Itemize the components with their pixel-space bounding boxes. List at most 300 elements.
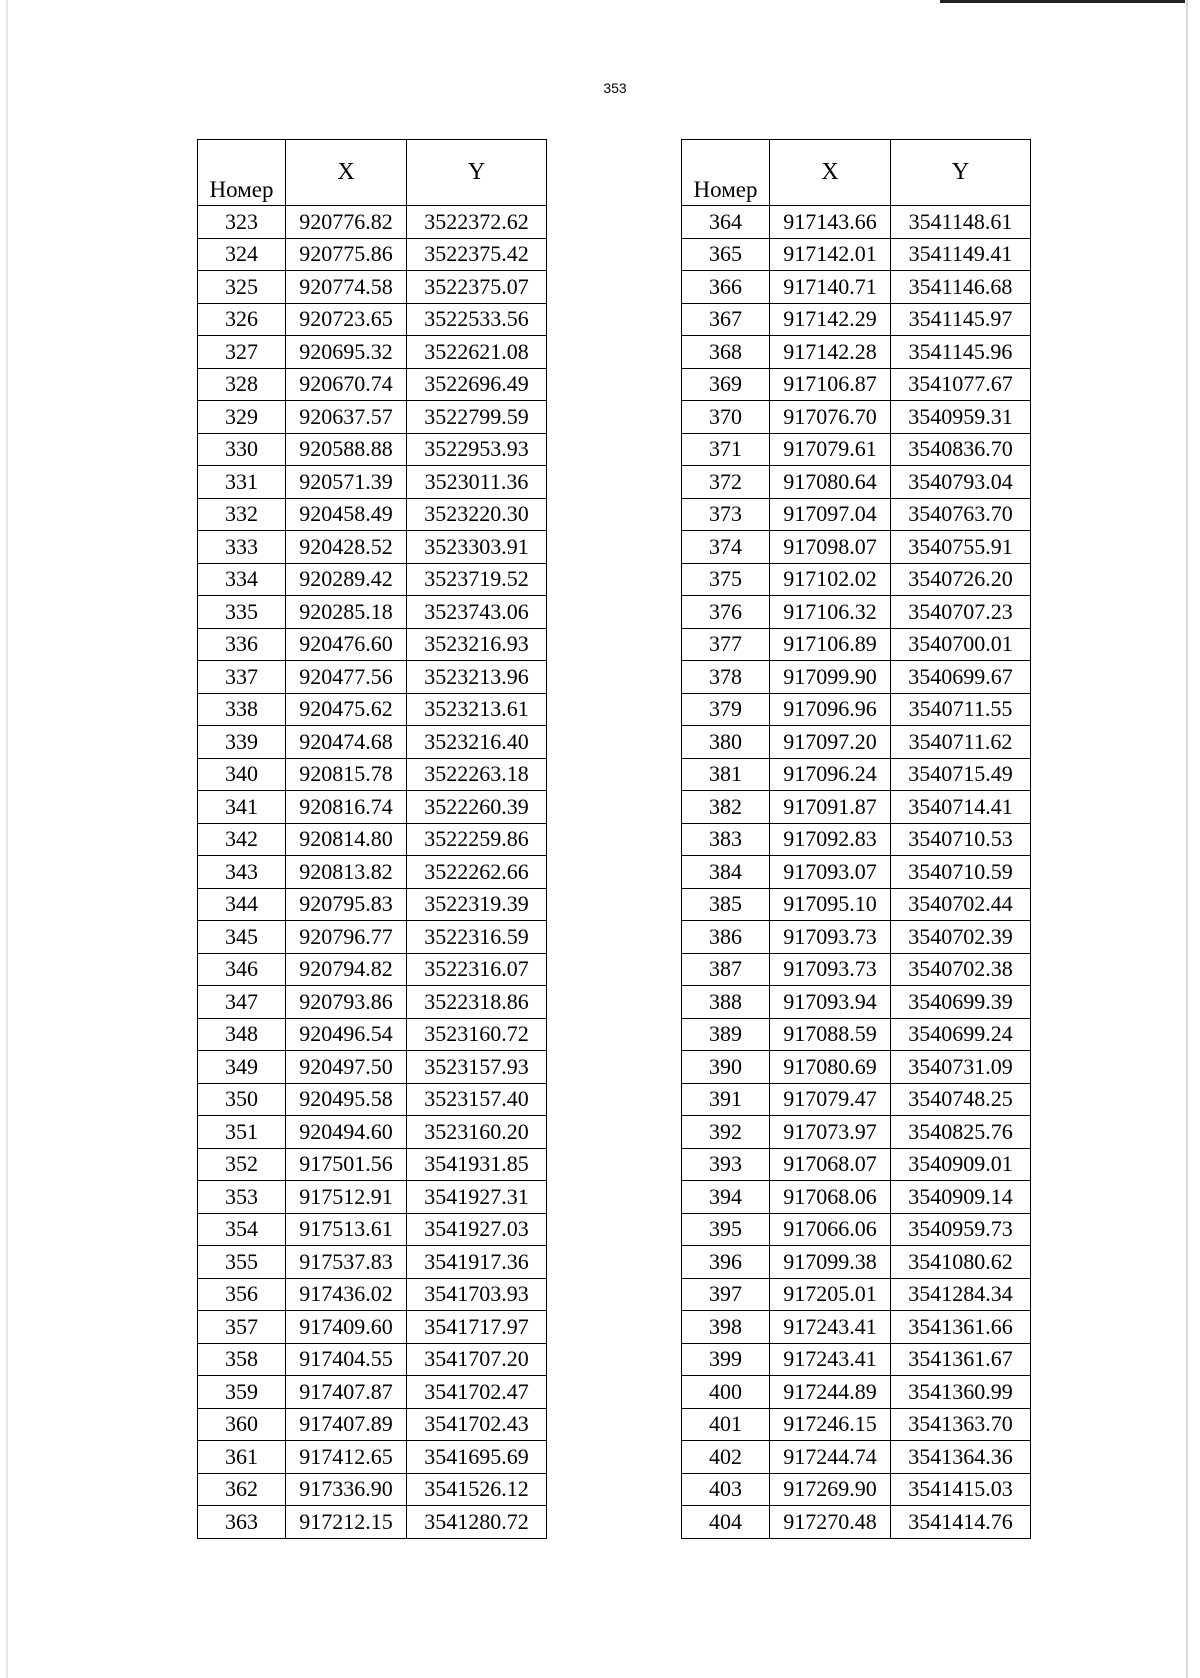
cell-number: 326 [198,303,286,336]
cell-number: 352 [198,1148,286,1181]
cell-y: 3523160.20 [407,1116,547,1149]
cell-y: 3523157.40 [407,1083,547,1116]
table-row [198,1506,547,1539]
cell-y: 3523160.72 [407,1018,547,1051]
cell-y: 3540710.53 [891,823,1031,856]
cell-number: 381 [682,758,770,791]
table-row [682,921,1031,954]
cell-y: 3540707.23 [891,596,1031,629]
cell-number: 363 [198,1506,286,1539]
table-row [198,466,547,499]
cell-number: 397 [682,1278,770,1311]
cell-y: 3541080.62 [891,1246,1031,1279]
table-row [682,1213,1031,1246]
cell-x: 920494.60 [286,1116,407,1149]
table-row [198,271,547,304]
cell-y: 3541146.68 [891,271,1031,304]
cell-y: 3522799.59 [407,401,547,434]
cell-y: 3541415.03 [891,1473,1031,1506]
cell-y: 3541361.67 [891,1343,1031,1376]
cell-x: 917092.83 [770,823,891,856]
table-row [682,303,1031,336]
cell-x: 920776.82 [286,206,407,239]
cell-x: 920637.57 [286,401,407,434]
cell-x: 917269.90 [770,1473,891,1506]
table-header-row [682,140,1031,206]
cell-y: 3541149.41 [891,238,1031,271]
table-row [682,531,1031,564]
cell-y: 3541148.61 [891,206,1031,239]
table-row [682,1083,1031,1116]
table-row [198,433,547,466]
cell-x: 917143.66 [770,206,891,239]
cell-y: 3540755.91 [891,531,1031,564]
cell-x: 917073.97 [770,1116,891,1149]
table-row [682,1278,1031,1311]
cell-x: 917140.71 [770,271,891,304]
table-row [198,1473,547,1506]
cell-number: 377 [682,628,770,661]
cell-number: 386 [682,921,770,954]
cell-number: 332 [198,498,286,531]
cell-y: 3540793.04 [891,466,1031,499]
cell-y: 3522262.66 [407,856,547,889]
table-row [198,1278,547,1311]
cell-y: 3540959.73 [891,1213,1031,1246]
cell-x: 920796.77 [286,921,407,954]
cell-number: 390 [682,1051,770,1084]
cell-y: 3541703.93 [407,1278,547,1311]
cell-number: 401 [682,1408,770,1441]
cell-x: 917501.56 [286,1148,407,1181]
table-row [198,1311,547,1344]
cell-x: 917513.61 [286,1213,407,1246]
table-row [682,206,1031,239]
table-row [682,563,1031,596]
cell-y: 3541917.36 [407,1246,547,1279]
cell-y: 3541145.96 [891,336,1031,369]
cell-number: 374 [682,531,770,564]
cell-x: 920289.42 [286,563,407,596]
cell-number: 354 [198,1213,286,1246]
table-row [198,888,547,921]
cell-x: 920814.80 [286,823,407,856]
table-row [682,466,1031,499]
cell-x: 917098.07 [770,531,891,564]
cell-y: 3541280.72 [407,1506,547,1539]
cell-y: 3540909.14 [891,1181,1031,1214]
table-row [682,823,1031,856]
table-row [682,986,1031,1019]
table-row [198,856,547,889]
cell-number: 347 [198,986,286,1019]
cell-x: 920695.32 [286,336,407,369]
cell-y: 3522375.07 [407,271,547,304]
cell-number: 372 [682,466,770,499]
cell-number: 362 [198,1473,286,1506]
cell-number: 365 [682,238,770,271]
table-row [682,368,1031,401]
cell-number: 325 [198,271,286,304]
cell-x: 920794.82 [286,953,407,986]
cell-number: 396 [682,1246,770,1279]
cell-y: 3522953.93 [407,433,547,466]
table-row [682,888,1031,921]
cell-number: 379 [682,693,770,726]
cell-x: 917205.01 [770,1278,891,1311]
table-row [682,336,1031,369]
cell-y: 3523216.93 [407,628,547,661]
table-row [682,693,1031,726]
table-row [198,1083,547,1116]
table-row [682,1376,1031,1409]
table-row [198,791,547,824]
table-row [682,1246,1031,1279]
cell-y: 3540699.39 [891,986,1031,1019]
cell-y: 3523216.40 [407,726,547,759]
cell-y: 3541695.69 [407,1441,547,1474]
cell-x: 917106.32 [770,596,891,629]
table-row [198,758,547,791]
cell-number: 338 [198,693,286,726]
cell-y: 3523213.96 [407,661,547,694]
cell-y: 3540748.25 [891,1083,1031,1116]
table-row [682,433,1031,466]
cell-number: 392 [682,1116,770,1149]
cell-y: 3540726.20 [891,563,1031,596]
cell-x: 917096.24 [770,758,891,791]
cell-number: 364 [682,206,770,239]
table-row [198,628,547,661]
cell-x: 917068.07 [770,1148,891,1181]
cell-x: 917407.89 [286,1408,407,1441]
cell-number: 330 [198,433,286,466]
cell-y: 3541077.67 [891,368,1031,401]
cell-number: 339 [198,726,286,759]
table-row [682,1051,1031,1084]
cell-y: 3541414.76 [891,1506,1031,1539]
cell-x: 920497.50 [286,1051,407,1084]
cell-number: 358 [198,1343,286,1376]
cell-x: 917079.61 [770,433,891,466]
cell-y: 3540825.76 [891,1116,1031,1149]
cell-number: 369 [682,368,770,401]
cell-number: 336 [198,628,286,661]
cell-number: 400 [682,1376,770,1409]
cell-x: 917244.89 [770,1376,891,1409]
cell-number: 359 [198,1376,286,1409]
header-x: X [286,140,407,206]
cell-x: 917246.15 [770,1408,891,1441]
cell-y: 3522316.59 [407,921,547,954]
cell-number: 367 [682,303,770,336]
cell-number: 384 [682,856,770,889]
cell-x: 920458.49 [286,498,407,531]
table-row [682,596,1031,629]
cell-number: 350 [198,1083,286,1116]
table-row [682,661,1031,694]
cell-y: 3523157.93 [407,1051,547,1084]
cell-x: 920815.78 [286,758,407,791]
table-row [682,1441,1031,1474]
cell-x: 917099.90 [770,661,891,694]
header-x: X [770,140,891,206]
cell-y: 3541284.34 [891,1278,1031,1311]
cell-y: 3523213.61 [407,693,547,726]
cell-x: 920813.82 [286,856,407,889]
cell-number: 383 [682,823,770,856]
table-row [682,1018,1031,1051]
top-rule-line [940,0,1185,3]
table-row [682,628,1031,661]
cell-number: 323 [198,206,286,239]
table-row [682,271,1031,304]
cell-y: 3541360.99 [891,1376,1031,1409]
table-row [198,401,547,434]
cell-x: 920774.58 [286,271,407,304]
cell-number: 375 [682,563,770,596]
table-row [198,1376,547,1409]
cell-x: 917093.94 [770,986,891,1019]
cell-x: 917095.10 [770,888,891,921]
cell-x: 917142.29 [770,303,891,336]
cell-number: 370 [682,401,770,434]
cell-y: 3540731.09 [891,1051,1031,1084]
cell-y: 3523011.36 [407,466,547,499]
cell-number: 371 [682,433,770,466]
cell-number: 343 [198,856,286,889]
cell-y: 3540702.38 [891,953,1031,986]
cell-y: 3540710.59 [891,856,1031,889]
header-number: Номер [682,140,770,206]
cell-number: 341 [198,791,286,824]
cell-number: 402 [682,1441,770,1474]
cell-x: 917097.04 [770,498,891,531]
cell-x: 917270.48 [770,1506,891,1539]
table-row [198,953,547,986]
cell-x: 917093.73 [770,921,891,954]
cell-y: 3522259.86 [407,823,547,856]
page-number: 353 [603,80,627,96]
cell-y: 3540711.62 [891,726,1031,759]
cell-number: 368 [682,336,770,369]
table-row [682,791,1031,824]
cell-x: 917244.74 [770,1441,891,1474]
table-row [198,726,547,759]
cell-x: 917409.60 [286,1311,407,1344]
cell-x: 920475.62 [286,693,407,726]
cell-y: 3541707.20 [407,1343,547,1376]
cell-x: 920285.18 [286,596,407,629]
cell-number: 366 [682,271,770,304]
cell-number: 385 [682,888,770,921]
cell-number: 393 [682,1148,770,1181]
cell-x: 917091.87 [770,791,891,824]
cell-x: 920795.83 [286,888,407,921]
cell-y: 3541702.47 [407,1376,547,1409]
cell-number: 391 [682,1083,770,1116]
cell-x: 917336.90 [286,1473,407,1506]
cell-number: 387 [682,953,770,986]
table-row [198,661,547,694]
table-row [198,823,547,856]
cell-x: 917068.06 [770,1181,891,1214]
table-row [198,1051,547,1084]
cell-y: 3522318.86 [407,986,547,1019]
cell-x: 917106.87 [770,368,891,401]
table-row [198,693,547,726]
cell-y: 3540700.01 [891,628,1031,661]
cell-y: 3522372.62 [407,206,547,239]
table-row [198,986,547,1019]
cell-number: 404 [682,1506,770,1539]
table-row [682,1473,1031,1506]
table-row [198,596,547,629]
cell-x: 917142.28 [770,336,891,369]
cell-x: 917212.15 [286,1506,407,1539]
scan-left-edge [6,0,8,1678]
cell-x: 920476.60 [286,628,407,661]
cell-number: 376 [682,596,770,629]
table-row [198,1018,547,1051]
cell-y: 3540836.70 [891,433,1031,466]
cell-number: 388 [682,986,770,1019]
cell-x: 920670.74 [286,368,407,401]
cell-number: 373 [682,498,770,531]
cell-number: 389 [682,1018,770,1051]
cell-y: 3540702.39 [891,921,1031,954]
table-row [198,1246,547,1279]
cell-x: 920571.39 [286,466,407,499]
cell-y: 3522263.18 [407,758,547,791]
cell-y: 3541931.85 [407,1148,547,1181]
cell-x: 917243.41 [770,1343,891,1376]
table-row [198,1441,547,1474]
cell-y: 3522696.49 [407,368,547,401]
table-row [682,1343,1031,1376]
table-row [198,1408,547,1441]
cell-number: 328 [198,368,286,401]
cell-number: 335 [198,596,286,629]
cell-y: 3522533.56 [407,303,547,336]
table-row [682,1148,1031,1181]
table-row [682,1408,1031,1441]
cell-y: 3522621.08 [407,336,547,369]
cell-x: 917079.47 [770,1083,891,1116]
cell-x: 917142.01 [770,238,891,271]
cell-y: 3523303.91 [407,531,547,564]
cell-x: 920495.58 [286,1083,407,1116]
cell-y: 3523719.52 [407,563,547,596]
cell-number: 403 [682,1473,770,1506]
cell-x: 920775.86 [286,238,407,271]
table-row [682,1116,1031,1149]
header-number: Номер [198,140,286,206]
cell-x: 920588.88 [286,433,407,466]
table-row [198,206,547,239]
cell-number: 356 [198,1278,286,1311]
cell-x: 917080.69 [770,1051,891,1084]
cell-y: 3541145.97 [891,303,1031,336]
table-row [682,1181,1031,1214]
cell-y: 3540909.01 [891,1148,1031,1181]
cell-x: 920793.86 [286,986,407,1019]
cell-number: 398 [682,1311,770,1344]
cell-y: 3540711.55 [891,693,1031,726]
cell-number: 342 [198,823,286,856]
cell-number: 353 [198,1181,286,1214]
cell-number: 331 [198,466,286,499]
table-row [682,758,1031,791]
cell-y: 3522375.42 [407,238,547,271]
cell-number: 382 [682,791,770,824]
coordinates-table-right [681,139,1031,1539]
cell-x: 917093.07 [770,856,891,889]
table-row [682,1506,1031,1539]
cell-y: 3541927.31 [407,1181,547,1214]
cell-number: 360 [198,1408,286,1441]
cell-number: 380 [682,726,770,759]
cell-number: 337 [198,661,286,694]
cell-y: 3541717.97 [407,1311,547,1344]
cell-y: 3523743.06 [407,596,547,629]
table-row [198,368,547,401]
cell-x: 920428.52 [286,531,407,564]
cell-x: 917102.02 [770,563,891,596]
cell-number: 361 [198,1441,286,1474]
cell-x: 917436.02 [286,1278,407,1311]
cell-y: 3522260.39 [407,791,547,824]
cell-y: 3540699.67 [891,661,1031,694]
cell-y: 3541364.36 [891,1441,1031,1474]
cell-x: 917537.83 [286,1246,407,1279]
cell-number: 346 [198,953,286,986]
cell-x: 917096.96 [770,693,891,726]
table-row [198,238,547,271]
cell-y: 3540715.49 [891,758,1031,791]
cell-y: 3541361.66 [891,1311,1031,1344]
cell-y: 3540699.24 [891,1018,1031,1051]
table-row [198,921,547,954]
header-y: Y [891,140,1031,206]
table-row [682,401,1031,434]
cell-x: 917407.87 [286,1376,407,1409]
table-header-row [198,140,547,206]
cell-x: 920723.65 [286,303,407,336]
cell-number: 340 [198,758,286,791]
cell-x: 920477.56 [286,661,407,694]
header-y: Y [407,140,547,206]
cell-number: 333 [198,531,286,564]
cell-number: 351 [198,1116,286,1149]
cell-x: 917066.06 [770,1213,891,1246]
table-row [682,238,1031,271]
cell-y: 3540714.41 [891,791,1031,824]
cell-y: 3541363.70 [891,1408,1031,1441]
table-row [682,498,1031,531]
cell-number: 355 [198,1246,286,1279]
cell-x: 920816.74 [286,791,407,824]
cell-x: 917088.59 [770,1018,891,1051]
cell-number: 394 [682,1181,770,1214]
cell-x: 920496.54 [286,1018,407,1051]
cell-number: 349 [198,1051,286,1084]
cell-y: 3540702.44 [891,888,1031,921]
cell-number: 344 [198,888,286,921]
cell-number: 395 [682,1213,770,1246]
cell-number: 327 [198,336,286,369]
table-row [198,1116,547,1149]
